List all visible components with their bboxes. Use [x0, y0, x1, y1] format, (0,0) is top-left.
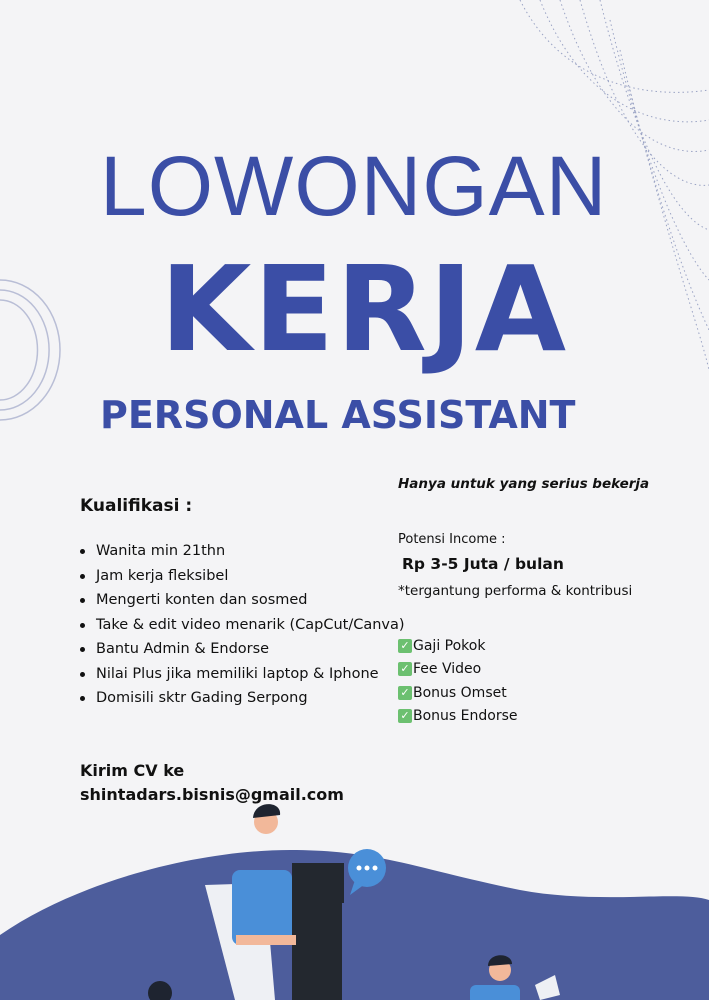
benefit-label: Bonus Endorse — [413, 708, 518, 725]
income-label: Potensi Income : — [398, 532, 506, 547]
list-item: Jam kerja fleksibel — [80, 566, 405, 591]
serious-note: Hanya untuk yang serius bekerja — [398, 476, 650, 492]
title-lowongan: LOWONGAN — [100, 139, 608, 233]
concentric-arcs — [0, 280, 60, 420]
check-icon: ✓ — [398, 639, 412, 653]
income-footnote: *tergantung performa & kontribusi — [398, 583, 633, 599]
list-item: Nilai Plus jika memiliki laptop & Iphone — [80, 664, 405, 689]
position-title: PERSONAL ASSISTANT — [100, 393, 576, 437]
check-icon: ✓ — [398, 686, 412, 700]
list-item — [398, 681, 518, 705]
list-item — [398, 705, 518, 729]
contact-email[interactable]: shintadars.bisnis@gmail.com — [80, 785, 344, 804]
check-icon: ✓ — [398, 662, 412, 676]
income-amount: Rp 3-5 Juta / bulan — [402, 555, 564, 573]
benefit-label: Gaji Pokok — [413, 637, 486, 654]
list-item: Wanita min 21thn — [80, 541, 405, 566]
qualifications-heading: Kualifikasi : — [80, 496, 193, 516]
check-icon: ✓ — [398, 709, 412, 723]
benefit-label: Fee Video — [413, 661, 482, 678]
qualifications-list — [80, 541, 405, 713]
benefit-label: Bonus Omset — [413, 684, 507, 701]
list-item: Bantu Admin & Endorse — [80, 639, 405, 664]
list-item — [398, 658, 518, 682]
list-item: Domisili sktr Gading Serpong — [80, 688, 405, 713]
benefits-list — [398, 634, 518, 728]
title-kerja: KERJA — [160, 240, 569, 378]
contact-label: Kirim CV ke — [80, 761, 185, 780]
list-item: Take & edit video menarik (CapCut/Canva) — [80, 615, 405, 640]
list-item — [398, 634, 518, 658]
list-item: Mengerti konten dan sosmed — [80, 590, 405, 615]
